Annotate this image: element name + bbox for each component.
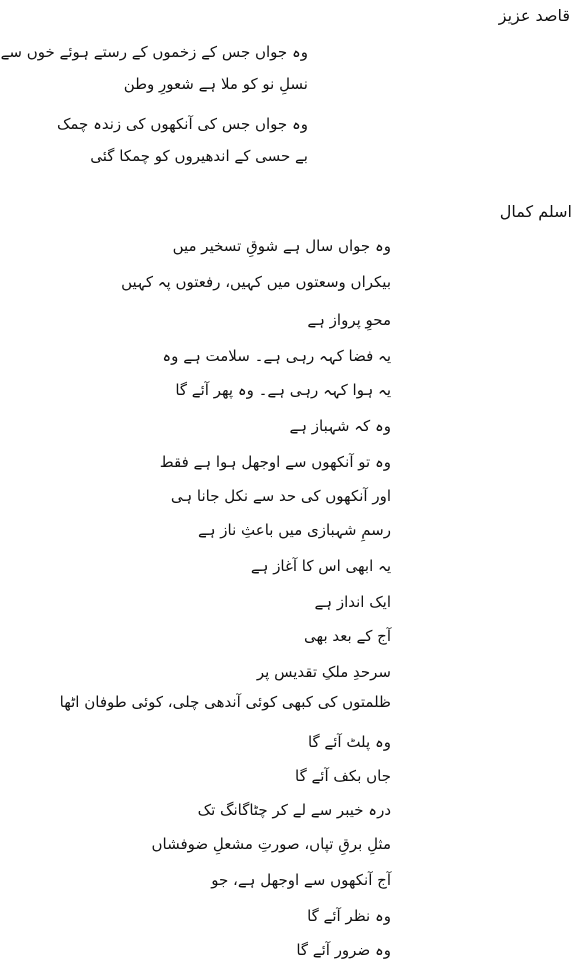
verse-line: یہ ہوا کہہ رہی ہے۔ وہ پھر آئے گا [175,381,391,399]
verse-line: وہ جواں جس کے زخموں کے رستے ہوئے خوں سے [0,43,308,61]
verse-line: جاں بکف آئے گا [295,767,391,785]
verse-line: وہ تو آنکھوں سے اوجھل ہوا ہے فقط [159,453,391,471]
verse-line: وہ نظر آئے گا [307,907,391,925]
verse-line: آج کے بعد بھی [304,627,391,645]
verse-line: اور آنکھوں کی حد سے نکل جانا ہی [170,487,391,505]
verse-line: وہ پلٹ آئے گا [307,733,391,751]
verse-line: درہ خیبر سے لے کر چٹاگانگ تک [197,801,391,819]
poet-heading: اسلم کمال [499,202,572,221]
verse-line: یہ فضا کہہ رہی ہے۔ سلامت ہے وہ [162,347,391,365]
verse-line: وہ ضرور آئے گا [296,941,391,959]
verse-line: بیکراں وسعتوں میں کہیں، رفعتوں پہ کہیں [121,273,391,291]
verse-line: ظلمتوں کی کبھی کوئی آندھی چلی، کوئی طوفان اٹھا [59,693,391,711]
verse-line: نسلِ نو کو ملا ہے شعورِ وطن [123,75,308,93]
verse-line: رسمِ شہبازی میں باعثِ ناز ہے [197,521,391,539]
verse-line: مثلِ برقِ تپاں، صورتِ مشعلِ ضوفشاں [151,835,391,853]
verse-line: محوِ پرواز ہے [307,311,391,329]
verse-line: ایک انداز ہے [314,593,391,611]
verse-line: وہ کہ شہباز ہے [289,417,391,435]
verse-line: آج آنکھوں سے اوجھل ہے، جو [211,871,391,889]
poet-heading: قاصد عزیز [498,6,570,25]
verse-line: یہ ابھی اس کا آغاز ہے [250,557,391,575]
verse-line: وہ جواں جس کی آنکھوں کی زندہ چمک [56,115,308,133]
verse-line: سرحدِ ملکِ تقدیس پر [256,663,391,681]
verse-line: وہ جواں سال ہے شوقِ تسخیر میں [172,237,391,255]
verse-line: بے حسی کے اندھیروں کو چمکا گئی [90,147,308,165]
